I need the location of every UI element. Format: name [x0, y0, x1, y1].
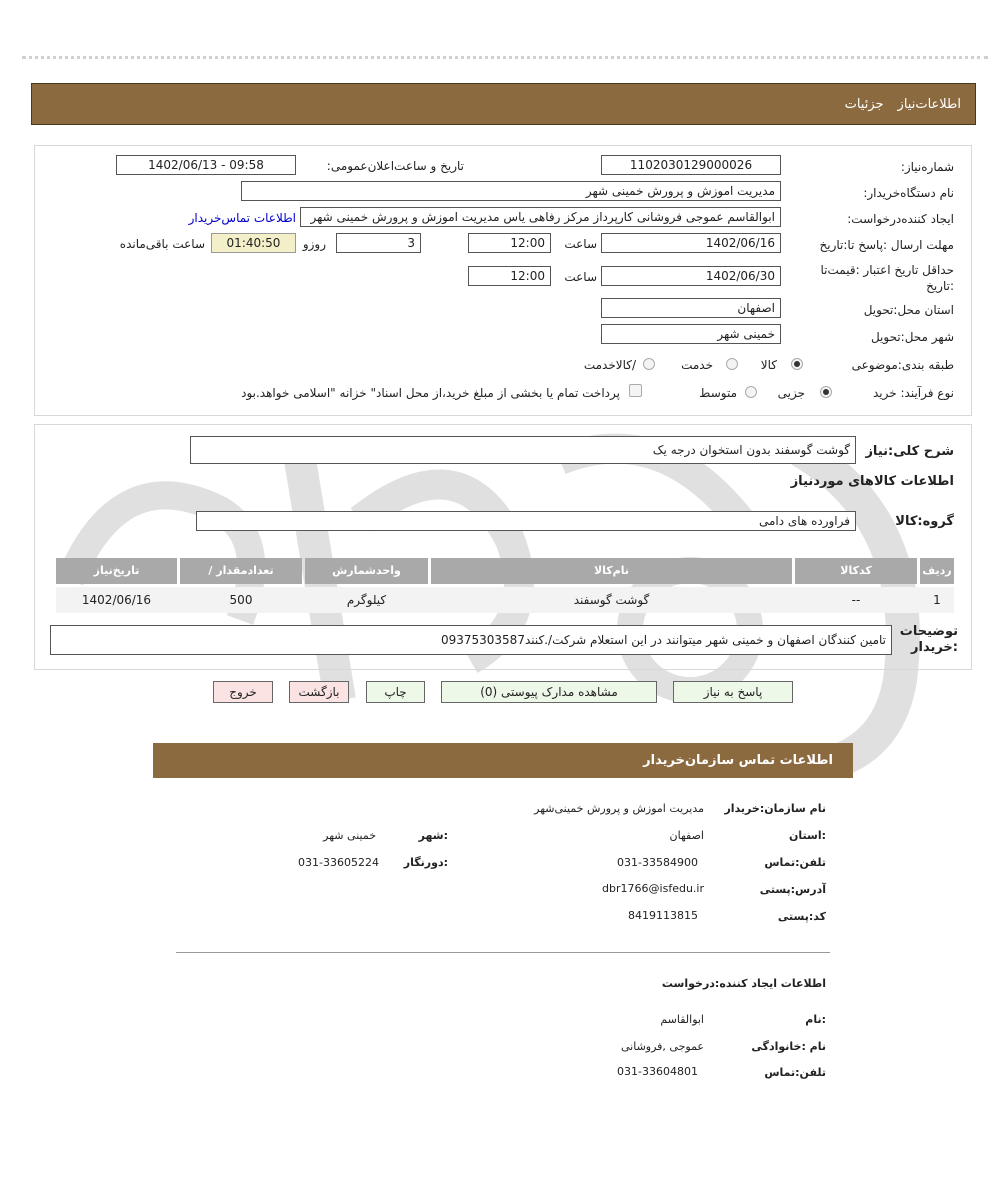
need-number-label: شماره‌نیاز: [900, 160, 954, 174]
category-both-radio[interactable] [643, 358, 655, 370]
days-field: 3 [336, 233, 421, 253]
deadline-label: مهلت ارسال :پاسخ تا:تاریخ [819, 238, 954, 252]
cell-name: گوشت گوسفند [573, 593, 650, 607]
process-medium-radio[interactable] [745, 386, 757, 398]
category-label: طبقه بندی:موضوعی [851, 358, 954, 372]
category-service-label: خدمت [681, 358, 713, 372]
deadline-time-label: ساعت [564, 237, 597, 251]
back-button[interactable]: بازگشت [289, 681, 349, 703]
announce-label: تاریخ و ساعت‌اعلان‌عمومی: [326, 159, 464, 173]
process-label: نوع فرآیند: خرید [873, 386, 954, 400]
tab-details[interactable]: جزئیات [844, 97, 884, 112]
contact-fax: 031-33605224 [298, 856, 379, 869]
header-tabs [831, 97, 961, 112]
payment-note: پرداخت تمام یا بخشی از مبلغ خرید،از محل اسناد" خزانه "اسلامی خواهد.بود [241, 386, 620, 400]
city-field: خمینی شهر [601, 324, 781, 344]
contact-postal-label: کد:پستی [777, 910, 826, 923]
buyer-org-field: مدیریت اموزش و پرورش خمینی شهر [241, 181, 781, 201]
contact-org-label: نام سازمان:خریدار [724, 802, 826, 815]
buyer-contact-link[interactable]: اطلاعات تماس‌خریدار [188, 211, 296, 225]
creator-field: ابوالقاسم عموجی فروشانی کارپرداز مرکز رفاهی یاس مدیریت اموزش و پرورش خمینی شهر [300, 207, 781, 227]
creator-phone: 031-33604801 [617, 1065, 698, 1078]
th-code: کدکالا [795, 558, 917, 584]
category-goods-radio[interactable] [791, 358, 803, 370]
th-row-no: ردیف [920, 558, 954, 584]
category-both-label: /کالاخدمت [583, 358, 636, 372]
th-quantity: / تعدادمقدار [180, 558, 302, 584]
contact-province: اصفهان [669, 829, 704, 842]
contact-phone-label: تلفن:تماس [764, 856, 826, 869]
group-label: گروه:کالا [895, 514, 954, 529]
print-button[interactable]: چاپ [366, 681, 425, 703]
creator-label: ایجاد کننده‌درخواست: [847, 212, 954, 226]
process-minor-radio[interactable] [820, 386, 832, 398]
province-field: اصفهان [601, 298, 781, 318]
creator-info-title: اطلاعات ایجاد کننده:درخواست [661, 977, 826, 990]
creator-phone-label: تلفن:تماس [764, 1066, 826, 1079]
process-medium-label: متوسط [699, 386, 737, 400]
deadline-time-field: 12:00 [468, 233, 551, 253]
top-dotted-divider [22, 56, 988, 59]
contact-province-label: :استان [789, 829, 826, 842]
contact-postal: 8419113815 [628, 909, 698, 922]
buyer-notes-field: تامین کنندگان اصفهان و خمینی شهر میتوانند در این استعلام شرکت/.کنند09375303587 [50, 625, 892, 655]
validity-label: حداقل تاریخ اعتبار :قیمت‌تا :تاریخ [820, 263, 954, 293]
validity-date-field: 1402/06/30 [601, 266, 781, 286]
validity-time-label: ساعت [564, 270, 597, 284]
goods-info-title: اطلاعات کالاهای موردنیاز [790, 474, 954, 489]
days-label: روزو [302, 237, 326, 251]
cell-unit: کیلوگرم [346, 593, 387, 607]
group-field: فراورده های دامی [196, 511, 856, 531]
th-name: نام‌کالا [431, 558, 792, 584]
deadline-date-field: 1402/06/16 [601, 233, 781, 253]
contact-city: خمینی شهر [323, 829, 376, 842]
header-bar [31, 83, 976, 125]
exit-button[interactable]: خروج [213, 681, 273, 703]
process-minor-label: جزیی [777, 386, 805, 400]
cell-quantity: 500 [229, 593, 253, 607]
category-service-radio[interactable] [726, 358, 738, 370]
contact-phone: 031-33584900 [617, 856, 698, 869]
remaining-label: ساعت باقی‌مانده [119, 237, 205, 251]
contact-city-label: :شهر [418, 829, 448, 842]
buyer-notes-label: توضیحات :خریدار [899, 624, 958, 655]
category-goods-label: کالا [760, 358, 777, 372]
reply-button[interactable]: پاسخ به نیاز [673, 681, 793, 703]
contact-fax-label: :دورنگار [403, 856, 448, 869]
province-label: استان محل:تحویل [863, 303, 954, 317]
goods-table [56, 558, 954, 614]
cell-need-date: 1402/06/16 [81, 593, 152, 607]
summary-label: شرح کلی:نیاز [865, 444, 954, 459]
contact-title: اطلاعات تماس سازمان‌خریدار [643, 753, 833, 768]
need-number-field: 1102030129000026 [601, 155, 781, 175]
contact-divider [176, 952, 830, 953]
creator-last-name-label: نام :خانوادگی [751, 1040, 826, 1053]
summary-field: گوشت گوسفند بدون استخوان درجه یک [190, 436, 856, 464]
contact-address: dbr1766@isfedu.ir [602, 882, 704, 895]
buyer-org-label: نام دستگاه‌خریدار: [863, 186, 954, 200]
validity-time-field: 12:00 [468, 266, 551, 286]
contact-address-label: آدرس:پستی [759, 883, 826, 896]
creator-first-name: ابوالقاسم [660, 1013, 704, 1026]
creator-first-name-label: :نام [805, 1013, 826, 1026]
remaining-time-field: 01:40:50 [211, 233, 296, 253]
tab-info[interactable]: اطلاعات‌نیاز [897, 97, 961, 112]
city-label: شهر محل:تحویل [870, 330, 954, 344]
table-row [56, 587, 954, 613]
cell-code: -- [851, 593, 861, 607]
attachments-button[interactable]: مشاهده مدارک پیوستی (0) [441, 681, 657, 703]
treasury-payment-checkbox[interactable] [629, 384, 642, 397]
announce-field: 1402/06/13 - 09:58 [116, 155, 296, 175]
contact-org: مدیریت اموزش و پرورش خمینی‌شهر [534, 802, 704, 815]
th-unit: واحدشمارش [305, 558, 428, 584]
cell-row-no: 1 [933, 593, 941, 607]
contact-header-bar [153, 743, 853, 778]
creator-last-name: عموجی ,فروشانی [620, 1040, 704, 1053]
th-need-date: تاریخ‌نیاز [56, 558, 177, 584]
